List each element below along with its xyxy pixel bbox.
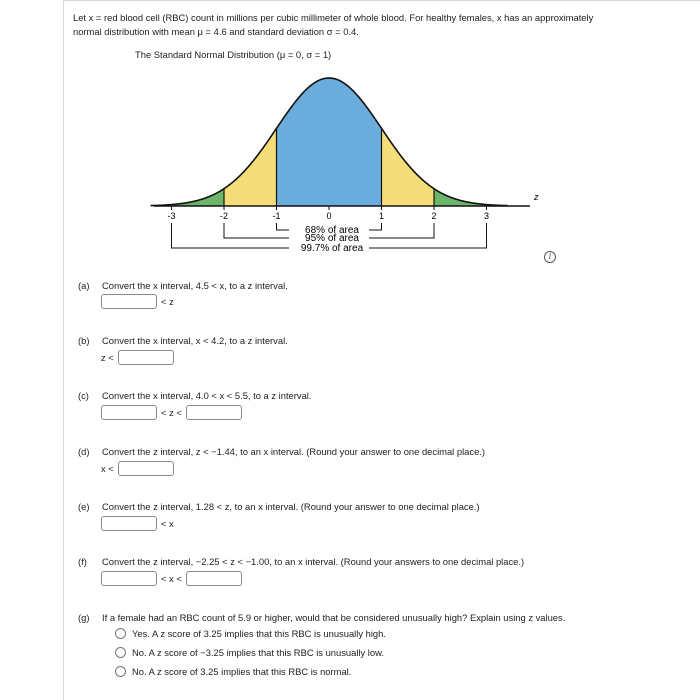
question-c-text: Convert the x interval, 4.0 < x < 5.5, to a z interval.	[102, 390, 312, 401]
question-d-text: Convert the z interval, z < −1.44, to an x interval. (Round your answer to one decimal place.)	[102, 446, 486, 457]
answer-b-row	[101, 350, 174, 365]
info-icon[interactable]: i	[544, 251, 556, 263]
question-f	[78, 556, 524, 567]
answer-c-lower-input[interactable]	[101, 405, 157, 420]
question-d	[78, 446, 485, 457]
normal-distribution-figure	[150, 68, 560, 258]
answer-a-symbol: < z	[161, 296, 174, 307]
question-g-text: If a female had an RBC count of 5.9 or higher, would that be considered unusually high? Explain using z values.	[102, 612, 566, 623]
tick-label: 1	[378, 211, 385, 221]
question-a-label: (a)	[78, 280, 90, 291]
radio-button[interactable]	[115, 628, 126, 639]
tick-label: 0	[326, 211, 332, 221]
answer-d-input[interactable]	[118, 461, 174, 476]
answer-d-row	[101, 461, 174, 476]
question-b	[78, 335, 288, 346]
question-c-label: (c)	[78, 390, 89, 401]
bracket-68-right	[369, 223, 382, 230]
question-e-text: Convert the z interval, 1.28 < z, to an x interval. (Round your answer to one decimal place.)	[102, 501, 480, 512]
figure-title: The Standard Normal Distribution (μ = 0, σ = 1)	[135, 49, 332, 60]
question-b-text: Convert the x interval, x < 4.2, to a z interval.	[102, 335, 288, 346]
question-e-label: (e)	[78, 501, 90, 512]
question-a-text: Convert the x interval, 4.5 < x, to a z interval.	[102, 280, 288, 291]
question-b-label: (b)	[78, 335, 90, 346]
question-f-text: Convert the z interval, −2.25 < z < −1.00, to an x interval. (Round your answers to one decimal place.)	[102, 556, 525, 567]
area-95-label: 95% of area	[305, 233, 359, 244]
question-d-label: (d)	[78, 446, 90, 457]
question-g	[78, 612, 565, 623]
answer-e-input[interactable]	[101, 516, 157, 531]
answer-a-row	[101, 294, 178, 309]
question-e	[78, 501, 480, 512]
intro-line-2: normal distribution with mean μ = 4.6 and standard deviation σ = 0.4.	[73, 26, 359, 37]
question-f-label: (f)	[78, 556, 87, 567]
answer-c-upper-input[interactable]	[186, 405, 242, 420]
area-68-label: 68% of area	[305, 225, 359, 236]
radio-button[interactable]	[115, 647, 126, 658]
option-label: No. A z score of −3.25 implies that this RBC is unusually low.	[132, 647, 384, 658]
intro-text	[73, 11, 693, 39]
bracket-997-left	[172, 223, 290, 248]
answer-e-row	[101, 516, 178, 531]
bracket-68-left	[277, 223, 290, 230]
axis-label-z: z	[534, 192, 539, 202]
tick-label: -3	[167, 211, 176, 221]
question-g-label: (g)	[78, 612, 90, 623]
answer-f-symbol: < x <	[161, 573, 182, 584]
top-divider	[63, 0, 700, 1]
question-a	[78, 280, 288, 291]
answer-b-input[interactable]	[118, 350, 174, 365]
answer-d-symbol: x <	[101, 463, 114, 474]
tick-marks	[167, 206, 489, 221]
answer-f-lower-input[interactable]	[101, 571, 157, 586]
area-997-label: 99.7% of area	[300, 243, 364, 254]
bracket-997-right	[369, 223, 487, 248]
answer-f-upper-input[interactable]	[186, 571, 242, 586]
answer-b-symbol: z <	[101, 352, 114, 363]
tick-label: -1	[272, 211, 281, 221]
answer-c-symbol: < z <	[161, 407, 182, 418]
answer-f-row	[101, 571, 242, 586]
tick-label: -2	[219, 211, 229, 221]
option-yes-high[interactable]	[115, 628, 386, 639]
option-label: No. A z score of 3.25 implies that this RBC is normal.	[132, 666, 352, 677]
option-label: Yes. A z score of 3.25 implies that this RBC is unusually high.	[132, 628, 386, 639]
tick-label: 3	[483, 211, 490, 221]
answer-e-symbol: < x	[161, 518, 174, 529]
question-c	[78, 390, 311, 401]
option-no-normal[interactable]	[115, 666, 351, 677]
answer-a-input[interactable]	[101, 294, 157, 309]
option-no-low[interactable]	[115, 647, 384, 658]
answer-c-row	[101, 405, 242, 420]
tick-label: 2	[431, 211, 437, 221]
center-region	[277, 78, 382, 206]
intro-line-1: Let x = red blood cell (RBC) count in millions per cubic millimeter of whole blood. For healthy females, x has an approximately	[73, 12, 594, 23]
radio-button[interactable]	[115, 666, 126, 677]
